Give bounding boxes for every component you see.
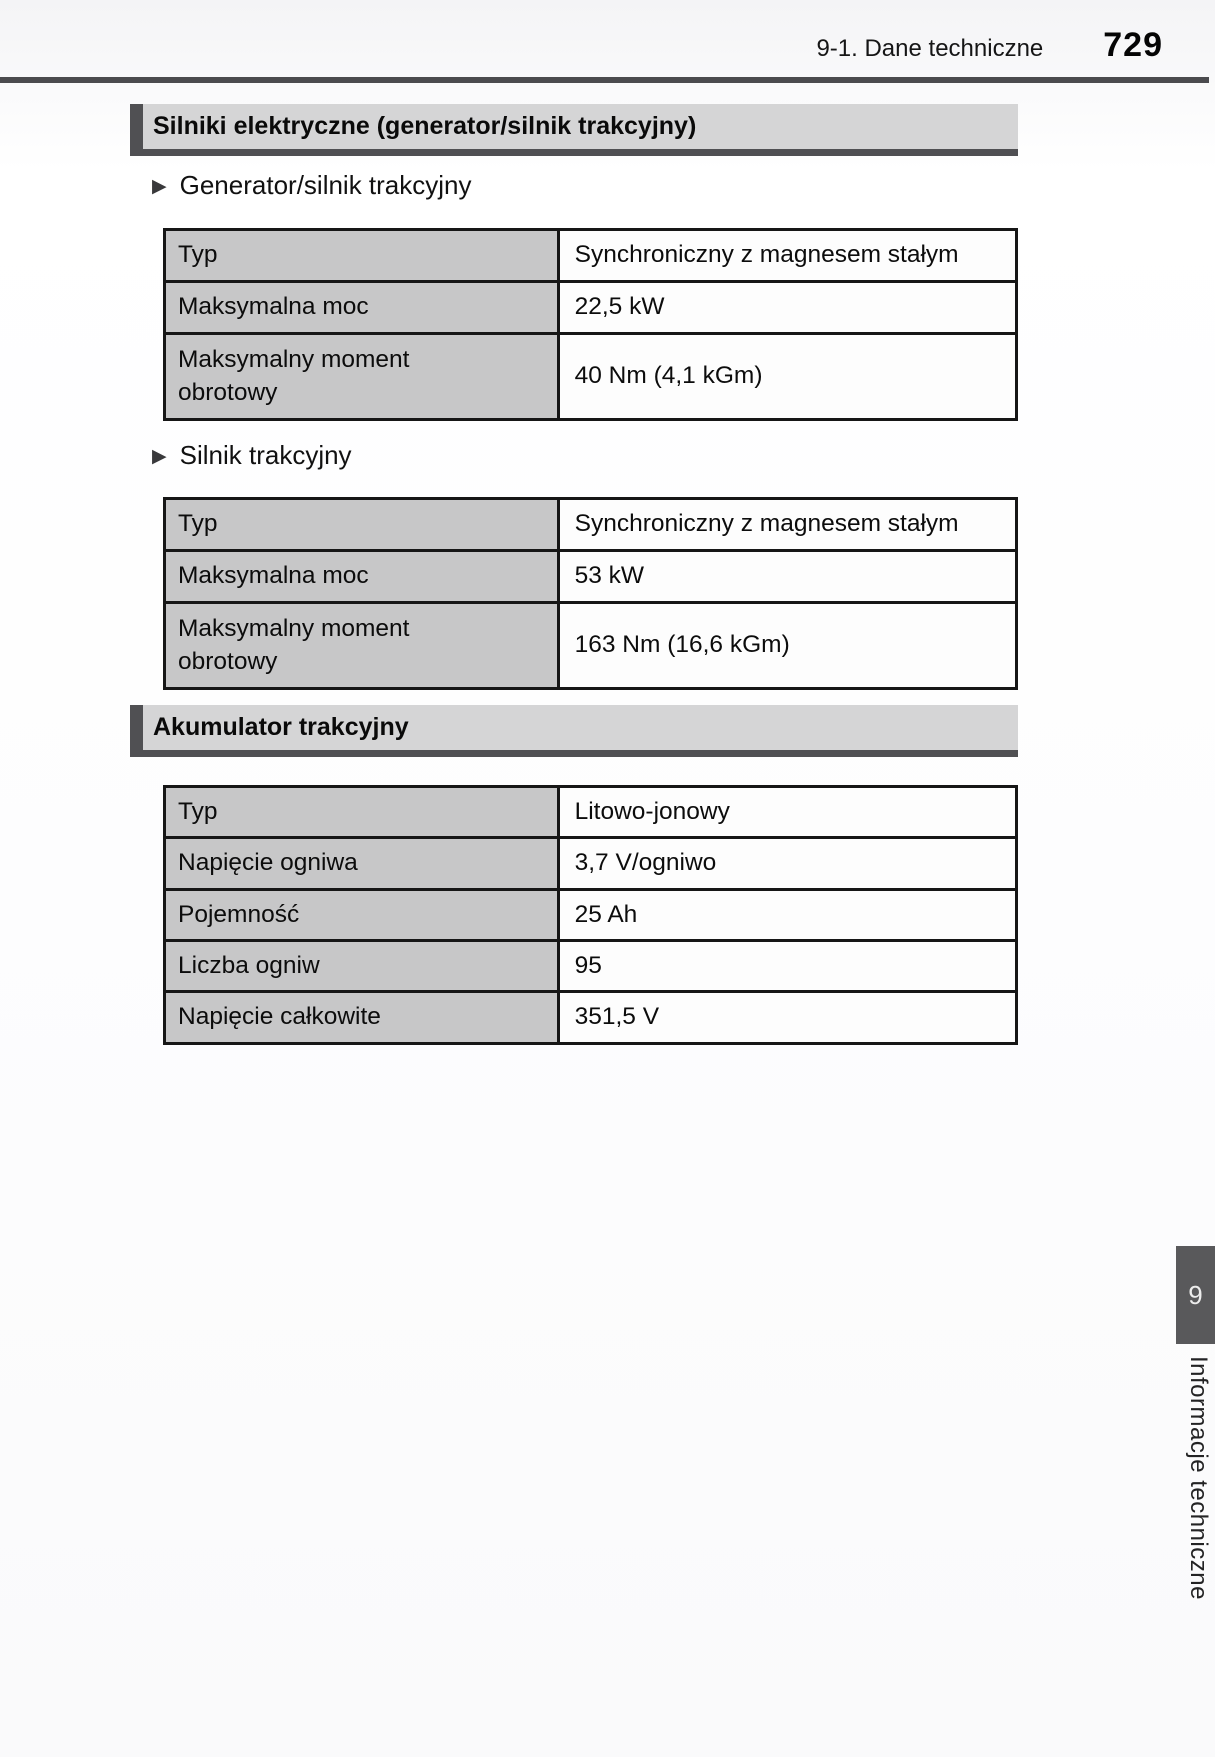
spec-label: Napięcie całkowite — [165, 992, 559, 1043]
spec-label: Maksymalny moment obrotowy — [165, 334, 559, 420]
page-number: 729 — [1103, 26, 1163, 64]
section-header-traction-battery — [130, 705, 1018, 757]
table-row — [165, 992, 1017, 1043]
spec-value: Synchroniczny z magnesem stałym — [558, 230, 1016, 282]
table-row — [165, 838, 1017, 889]
spec-value: 351,5 V — [558, 992, 1016, 1043]
spec-value: Litowo-jonowy — [558, 787, 1016, 838]
spec-label: Typ — [165, 499, 559, 551]
chapter-vertical-label: Informacje techniczne — [1185, 1356, 1212, 1600]
table-row — [165, 889, 1017, 940]
spec-label: Napięcie ogniwa — [165, 838, 559, 889]
traction-motor-spec-table — [163, 497, 1018, 690]
table-row — [165, 230, 1017, 282]
spec-value: 3,7 V/ogniwo — [558, 838, 1016, 889]
subsection-heading-generator — [152, 170, 472, 201]
table-row — [165, 551, 1017, 603]
spec-value: 53 kW — [558, 551, 1016, 603]
generator-spec-table — [163, 228, 1018, 421]
subsection-heading-traction-motor — [152, 440, 352, 471]
triangle-bullet-icon: ▶ — [152, 176, 167, 197]
chapter-number: 9 — [1188, 1279, 1203, 1310]
chapter-tab — [1176, 1246, 1215, 1344]
spec-label: Typ — [165, 230, 559, 282]
spec-label: Maksymalny moment obrotowy — [165, 603, 559, 689]
table-row — [165, 940, 1017, 991]
spec-value: 25 Ah — [558, 889, 1016, 940]
spec-value: 163 Nm (16,6 kGm) — [558, 603, 1016, 689]
triangle-bullet-icon: ▶ — [152, 446, 167, 467]
table-row — [165, 334, 1017, 420]
spec-label: Maksymalna moc — [165, 282, 559, 334]
spec-value: 22,5 kW — [558, 282, 1016, 334]
table-row — [165, 603, 1017, 689]
subsection-heading-label: Generator/silnik trakcyjny — [179, 170, 472, 200]
spec-label: Liczba ogniw — [165, 940, 559, 991]
table-row — [165, 282, 1017, 334]
breadcrumb: 9-1. Dane techniczne — [816, 35, 1044, 62]
spec-value: Synchroniczny z magnesem stałym — [558, 499, 1016, 551]
spec-label: Maksymalna moc — [165, 551, 559, 603]
section-title: Akumulator trakcyjny — [153, 713, 409, 741]
section-title: Silniki elektryczne (generator/silnik trakcyjny) — [153, 112, 697, 140]
table-row — [165, 499, 1017, 551]
header-divider-rule — [0, 77, 1209, 83]
page-header — [816, 26, 1163, 65]
section-header-electric-motors — [130, 104, 1018, 156]
spec-label: Pojemność — [165, 889, 559, 940]
spec-value: 95 — [558, 940, 1016, 991]
subsection-heading-label: Silnik trakcyjny — [179, 440, 352, 470]
spec-label: Typ — [165, 787, 559, 838]
spec-value: 40 Nm (4,1 kGm) — [558, 334, 1016, 420]
table-row — [165, 787, 1017, 838]
battery-spec-table — [163, 785, 1018, 1045]
